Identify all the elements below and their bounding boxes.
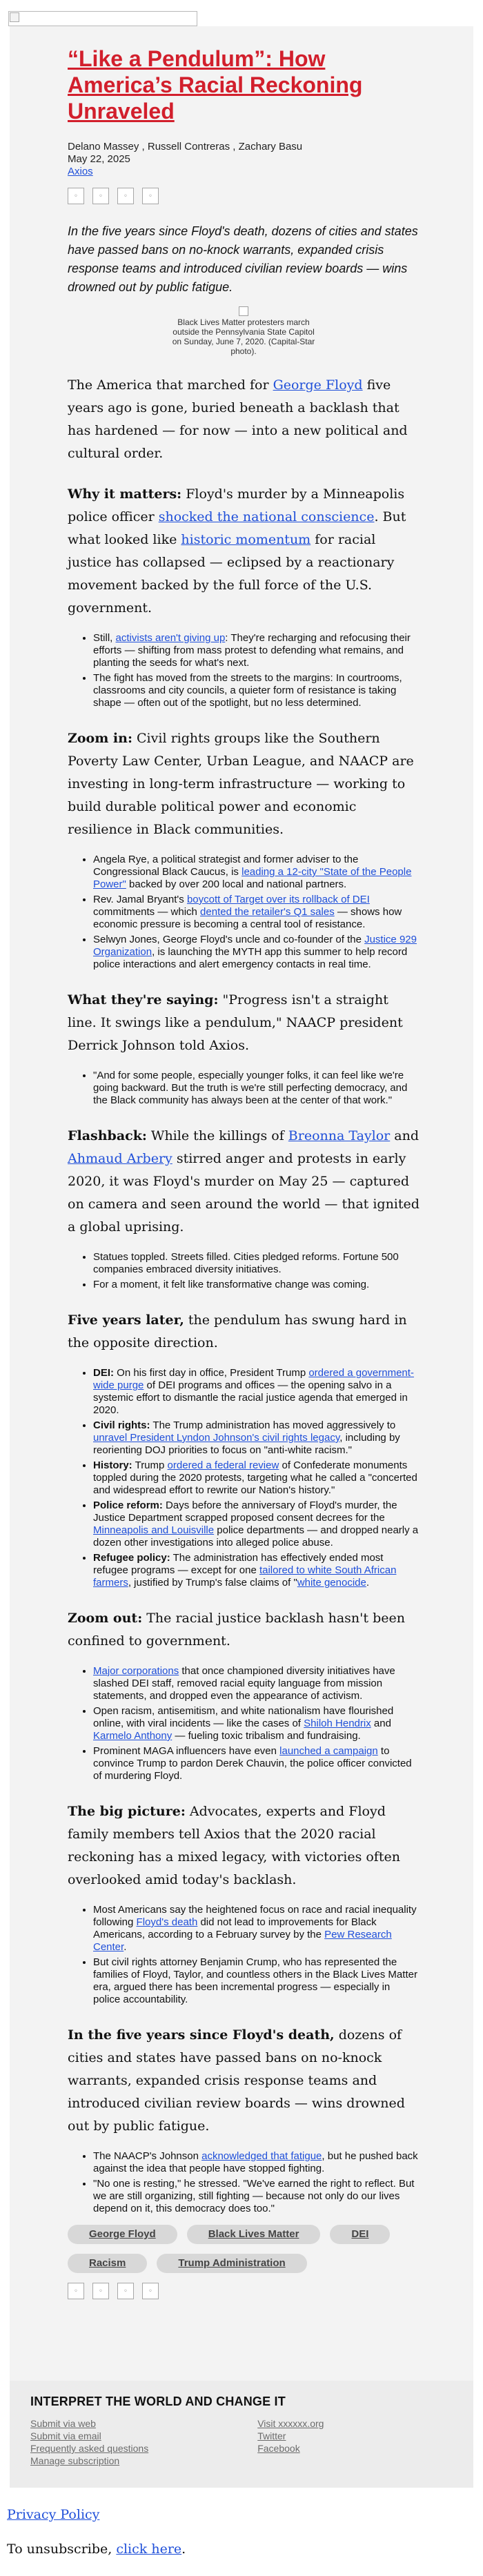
source-link[interactable]: Axios: [68, 166, 93, 177]
faq-link[interactable]: Frequently asked questions: [30, 2443, 149, 2454]
state-of-people-power-link[interactable]: leading a 12-city "State of the People Power": [93, 866, 412, 890]
facebook-icon[interactable]: ◦: [92, 2283, 109, 2299]
list-item: [93, 1705, 420, 1742]
text: Civil rights groups like the Southern Poverty Law Center, Urban League, and NAACP are investing in long-term infrastructure — working to build durable political power and economic resilience in Black communities.: [68, 731, 414, 837]
text: that once championed diversity initiatives have slashed DEI staff, removed racial equity language from mission statements, and dropped even the appearance of activism.: [93, 1665, 395, 1702]
text: Angela Rye, a political strategist and former adviser to the Congressional Black Caucus, is: [93, 854, 359, 878]
list-item: [93, 1367, 420, 1417]
submit-web-link[interactable]: Submit via web: [30, 2418, 96, 2429]
target-sales-link[interactable]: dented the retailer's Q1 sales: [200, 906, 335, 918]
image-caption: Black Lives Matter protesters march outside the Pennsylvania State Capitol on Sunday, June 7, 2020. (Capital-Star photo).: [172, 317, 315, 356]
federal-review-link[interactable]: ordered a federal review: [167, 1459, 279, 1471]
bullet-label: DEI:: [93, 1367, 114, 1379]
section-label: The big picture:: [68, 1804, 186, 1819]
text: of DEI programs and offices — the opening salvo in a systemic effort to dismantle the racial justice agenda that emerged in 2020.: [93, 1379, 408, 1416]
legal: [7, 2507, 483, 2557]
george-floyd-link[interactable]: George Floyd: [273, 377, 363, 393]
publish-date: May 22, 2025: [68, 153, 130, 165]
five-years-later-paragraph: [68, 1309, 420, 1355]
section-label: Zoom in:: [68, 731, 132, 746]
bullet-label: History:: [93, 1459, 132, 1471]
bullet-label: Refugee policy:: [93, 1552, 170, 1564]
pew-research-link[interactable]: Pew Research Center: [93, 1929, 392, 1953]
justice-929-link[interactable]: Justice 929 Organization: [93, 934, 417, 958]
twitter-icon[interactable]: ◦: [68, 188, 84, 204]
footer-heading: INTERPRET THE WORLD AND CHANGE IT: [30, 2395, 286, 2408]
section-label: Five years later,: [68, 1312, 184, 1328]
header-logo[interactable]: [8, 11, 197, 26]
minneapolis-louisville-link[interactable]: Minneapolis and Louisville: [93, 1524, 215, 1536]
activists-link[interactable]: activists aren't giving up: [115, 632, 226, 644]
why-bullets: [68, 632, 420, 709]
list-item: [93, 894, 420, 931]
list-item: [93, 1500, 420, 1549]
section-label: What they're saying:: [68, 992, 219, 1007]
text: Trump: [132, 1459, 168, 1471]
text: Advocates, experts and Floyd family members tell Axios that the 2020 racial reckoning has a mixed legacy, with victories often overlooked amid today's backlash.: [68, 1804, 400, 1887]
text: backed by over 200 local and national partners.: [126, 878, 347, 890]
list-item: • The fight has moved from the streets to the margins: In courtrooms, classrooms and city councils, a quieter form of resistance is taking shape — often out of the spotlight, but no less determined.: [93, 672, 420, 709]
flashback-bullets: [68, 1251, 420, 1291]
list-item: • Statues toppled. Streets filled. Cities pledged reforms. Fortune 500 companies embraced diversity initiatives.: [93, 1251, 420, 1276]
text: stirred anger and protests in early 2020, it was Floyd's murder on May 25 — captured on camera and seen around the world — that ignited a global uprising.: [68, 1151, 420, 1235]
national-conscience-link[interactable]: shocked the national conscience: [158, 509, 375, 524]
list-item: [93, 934, 420, 971]
ahmaud-arbery-link[interactable]: Ahmaud Arbery: [68, 1151, 172, 1166]
list-item: [93, 1419, 420, 1457]
text: dozens of cities and states have passed bans on no-knock warrants, expanded crisis response teams and introduced civilian review boards — wins drowned out by public fatigue.: [68, 2027, 405, 2134]
target-boycott-link[interactable]: boycott of Target over its rollback of DEI: [186, 894, 370, 905]
why-it-matters-paragraph: [68, 483, 420, 620]
tag-black-lives-matter[interactable]: Black Lives Matter: [187, 2225, 321, 2244]
tag-racism[interactable]: Racism: [68, 2254, 147, 2273]
zoom-out-paragraph: [68, 1607, 420, 1653]
zoom-in-paragraph: [68, 727, 420, 841]
text: On his first day in office, President Trump: [114, 1367, 309, 1379]
facebook-icon[interactable]: ◦: [92, 188, 109, 204]
text: Floyd's murder by a Minneapolis police officer: [68, 486, 405, 524]
authors: Delano Massey , Russell Contreras , Zachary Basu: [68, 141, 303, 153]
text: : They're recharging and refocusing their efforts — shifting from mass protest to defending what remains, and planting the seeds for what's next.: [93, 632, 411, 669]
list-item: • "No one is resting," he stressed. "We've earned the right to reflect. But we are still organizing, still fighting — because not only do our lives depend on it, this democracy does too.": [93, 2178, 420, 2215]
privacy-policy-link[interactable]: Privacy Policy: [7, 2507, 100, 2522]
text: The Trump administration has moved aggressively to: [150, 1419, 396, 1431]
text: , including by reorienting DOJ priorities to focus on "anti-white racism.": [93, 1432, 400, 1456]
big-picture-bullets: [68, 1904, 420, 2006]
footer: [10, 2381, 473, 2488]
five-years-bullets: [68, 1367, 420, 1589]
text: , but he pushed back against the idea that people have stopped fighting.: [93, 2150, 418, 2174]
list-item: • But civil rights attorney Benjamin Crump, who has represented the families of Floyd, Taylor, and countless others in the Black Lives Matter era, argued there has been incremental progress — especially in police accountability.: [93, 1956, 420, 2006]
twitter-icon[interactable]: ◦: [68, 2283, 84, 2299]
list-item: [93, 1552, 420, 1589]
section-label: Flashback:: [68, 1128, 147, 1143]
text: To unsubscribe,: [7, 2541, 117, 2557]
tag-dei[interactable]: DEI: [330, 2225, 390, 2244]
image-placeholder-icon: [239, 306, 248, 316]
share-icons: [68, 188, 420, 204]
text: Still,: [93, 632, 116, 644]
list-item: [93, 1745, 420, 1782]
unsubscribe-line: [7, 2541, 483, 2557]
text: and: [371, 1718, 391, 1729]
email-icon[interactable]: ◦: [142, 2283, 159, 2299]
text: the pendulum has swung hard in the opposite direction.: [68, 1312, 407, 1350]
article-card: [10, 26, 473, 2381]
text: did not lead to improvements for Black Americans, according to a February survey by the: [93, 1916, 377, 1940]
text: of Confederate monuments toppled during the 2020 protests, targeting what he called a "concerted and widespread effort to rewrite our Nation's history.": [93, 1459, 417, 1496]
text: The administration has effectively ended most refugee programs — except for one: [93, 1552, 384, 1576]
text: Most Americans say the heightened focus on race and racial inequality following: [93, 1904, 417, 1928]
floyds-death-link[interactable]: Floyd's death: [136, 1916, 198, 1928]
list-item: [93, 1904, 420, 1954]
article-title[interactable]: “Like a Pendulum”: How America’s Racial Reckoning Unraveled: [68, 46, 363, 124]
big-picture-paragraph: [68, 1800, 420, 1891]
text: police departments — and dropped nearly a dozen other investigations into alleged police abuse.: [93, 1524, 419, 1548]
text: While the killings of: [146, 1128, 288, 1143]
zoom-bullets: [68, 854, 420, 971]
bullet-label: Civil rights:: [93, 1419, 150, 1431]
text: for racial justice has collapsed — eclipsed by a reactionary movement backed by the full force of the U.S. government.: [68, 532, 395, 616]
list-item: [93, 2150, 420, 2175]
email-icon[interactable]: ◦: [142, 188, 159, 204]
tag-trump-administration[interactable]: Trump Administration: [157, 2254, 306, 2273]
text: .: [181, 2541, 186, 2557]
text: commitments — which: [93, 906, 201, 918]
list-item: • "And for some people, especially younger folks, it can feel like we're going backward. But the truth is we're still perfecting democracy, and the Black community has always been at the center of that work.": [93, 1070, 420, 1107]
list-item: [93, 632, 420, 669]
list-item: • For a moment, it felt like transformative change was coming.: [93, 1279, 420, 1291]
text: Days before the anniversary of Floyd's murder, the Justice Department scrapped proposed consent decrees for the: [93, 1500, 397, 1524]
shiloh-hendrix-link[interactable]: Shiloh Hendrix: [304, 1718, 371, 1729]
article-meta: [68, 141, 420, 178]
civil-rights-legacy-link[interactable]: unravel President Lyndon Johnson's civil rights legacy: [93, 1432, 340, 1444]
text: The racial justice backlash hasn't been confined to government.: [68, 1611, 405, 1649]
bullet-label: Police reform:: [93, 1500, 163, 1511]
lede: In the five years since Floyd's death, dozens of cities and states have passed bans on no-knock warrants, expanded crisis response teams and introduced civilian review boards — wins drowned out by public fatigue.: [68, 224, 418, 294]
text: Selwyn Jones, George Floyd's uncle and co-founder of the: [93, 934, 365, 945]
acknowledged-fatigue-link[interactable]: acknowledged that fatigue: [201, 2150, 322, 2162]
south-african-farmers-link[interactable]: tailored to white South African farmers: [93, 1564, 397, 1589]
text: The NAACP's Johnson: [93, 2150, 202, 2162]
historic-momentum-link[interactable]: historic momentum: [181, 532, 311, 547]
white-genocide-link[interactable]: white genocide: [297, 1577, 366, 1589]
figure: [168, 306, 319, 356]
unsubscribe-link[interactable]: click here: [116, 2541, 182, 2557]
dei-purge-link[interactable]: ordered a government-wide purge: [93, 1367, 414, 1391]
intro-paragraph: [68, 374, 420, 465]
facebook-link[interactable]: Facebook: [257, 2443, 300, 2454]
text: The America that marched for: [68, 377, 273, 393]
closing-bullets: [68, 2150, 420, 2215]
tag-george-floyd[interactable]: George Floyd: [68, 2225, 177, 2244]
closing-paragraph: [68, 2024, 420, 2138]
text: , is launching the MYTH app this summer to help record police interactions and alert emergency contacts in real time.: [93, 946, 408, 970]
text: Rev. Jamal Bryant's: [93, 894, 187, 905]
major-corporations-link[interactable]: Major corporations: [93, 1665, 179, 1677]
text: — fueling toxic tribalism and fundraising.: [172, 1730, 361, 1742]
manage-subscription-link[interactable]: Manage subscription: [30, 2455, 120, 2466]
text: Prominent MAGA influencers have even: [93, 1745, 280, 1757]
what-theyre-saying-paragraph: [68, 989, 420, 1057]
linkedin-icon[interactable]: ◦: [117, 188, 134, 204]
text: to convince Trump to pardon Derek Chauvin, the police officer convicted of murdering Floyd.: [93, 1745, 412, 1782]
text: .: [366, 1577, 370, 1589]
tag-list: [68, 2225, 420, 2273]
text: five years ago is gone, buried beneath a backlash that has hardened — for now — into a new political and cultural order.: [68, 377, 408, 461]
karmelo-anthony-link[interactable]: Karmelo Anthony: [93, 1730, 172, 1742]
submit-email-link[interactable]: Submit via email: [30, 2430, 101, 2441]
zoom-out-bullets: [68, 1665, 420, 1782]
footer-col-left: [30, 2417, 148, 2467]
linkedin-icon[interactable]: ◦: [117, 2283, 134, 2299]
list-item: [93, 1459, 420, 1497]
privacy-line: [7, 2507, 483, 2522]
bottom-share-icons: [68, 2283, 420, 2381]
list-item: [93, 854, 420, 891]
footer-col-right: [257, 2417, 324, 2467]
quote-bullets: [68, 1070, 420, 1107]
text: , justified by Trump's false claims of ": [128, 1577, 297, 1589]
text: — shows how economic pressure is becoming a central tool of resistance.: [93, 906, 402, 930]
footer-links: [30, 2417, 473, 2467]
campaign-link[interactable]: launched a campaign: [279, 1745, 378, 1757]
text: "Progress isn't a straight line. It swings like a pendulum," NAACP president Derrick Johnson told Axios.: [68, 992, 403, 1053]
flashback-paragraph: [68, 1125, 420, 1239]
text: Open racism, antisemitism, and white nationalism have flourished online, with viral incidents — like the cases of: [93, 1705, 394, 1729]
text: .: [124, 1941, 127, 1953]
text: . But what looked like: [68, 509, 406, 547]
section-label: In the five years since Floyd's death,: [68, 2027, 335, 2043]
visit-site-link[interactable]: Visit xxxxxx.org: [257, 2418, 324, 2429]
broken-image-icon: [10, 12, 19, 22]
twitter-link[interactable]: Twitter: [257, 2430, 286, 2441]
section-label: Why it matters:: [68, 486, 182, 502]
breonna-taylor-link[interactable]: Breonna Taylor: [288, 1128, 391, 1143]
list-item: [93, 1665, 420, 1702]
section-label: Zoom out:: [68, 1611, 143, 1626]
text: and: [390, 1128, 420, 1143]
